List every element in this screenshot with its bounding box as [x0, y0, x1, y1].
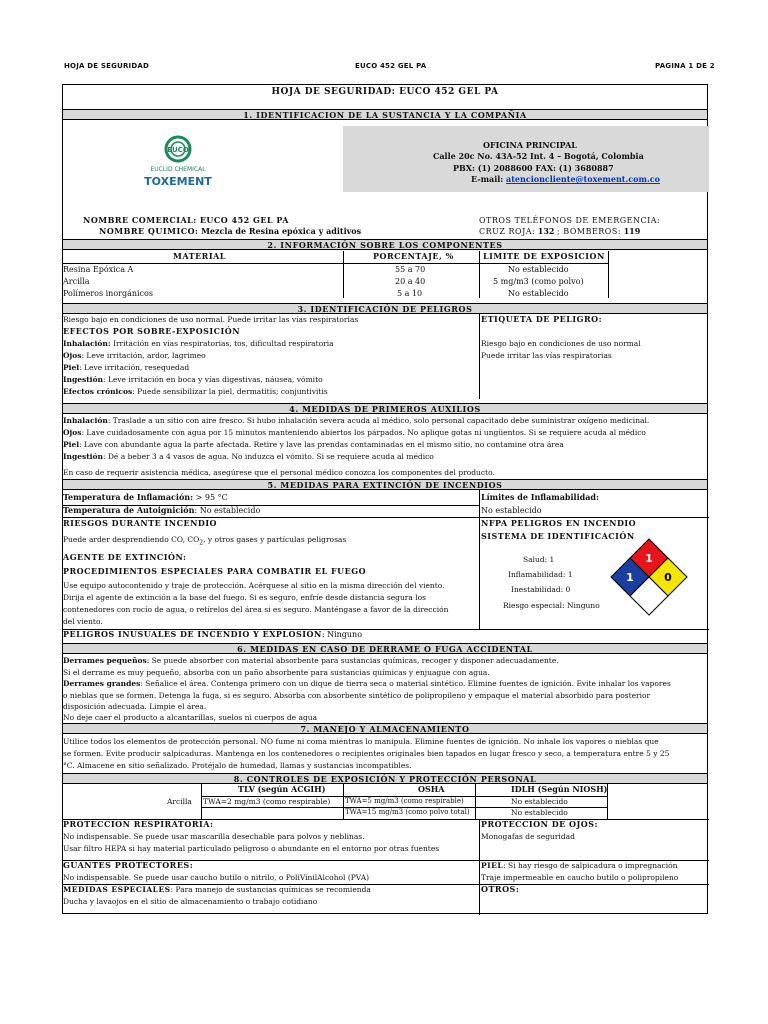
s3-eye-label: Ojos	[63, 351, 82, 360]
procedures-line-4: del viento.	[63, 617, 103, 626]
s6-line5: disposición adecuada. Limpie el área.	[63, 702, 207, 711]
logo-line-2: TOXEMENT	[144, 175, 212, 188]
s2-row2-percent: 20 a 40	[395, 277, 426, 286]
special-measures-label: MEDIDAS ESPECIALES	[63, 885, 171, 894]
s3-ing-label: Ingestión	[63, 375, 103, 384]
flash-point-label: Temperatura de Inflamación:	[63, 492, 194, 502]
resp-protection-1: No indispensable. Se puede usar mascarilla desechable para polvos y neblinas.	[63, 832, 365, 841]
s2-row1-material: Resina Epóxica A	[63, 265, 134, 274]
s2-row3-material: Polímeros inorgánicos	[63, 289, 153, 298]
large-spill-label: Derrames grandes	[63, 679, 141, 688]
special-measures-2: Ducha y lavaojos en el sitio de almacenamiento o trabajo cotidiano	[63, 897, 318, 906]
safety-sheet	[62, 84, 708, 914]
s2-row3-percent: 5 a 10	[397, 289, 423, 298]
s4-ing-label: Ingestión	[63, 452, 103, 461]
col-percent: PORCENTAJE, %	[373, 251, 454, 261]
s2-row2-material: Arcilla	[63, 277, 90, 286]
col-tlv: TLV (según ACGIH)	[238, 784, 326, 794]
s3-skin-label: Piel	[63, 363, 80, 372]
s3-inh-label: Inhalación:	[63, 339, 111, 348]
bomberos-number: 119	[623, 226, 641, 236]
s4-note: En caso de requerir asistencia médica, asegúrese que el personal médico conozca los componentes del producto.	[63, 468, 495, 477]
special-measures: : Para manejo de sustancias químicas se recomienda	[170, 885, 371, 894]
s4-inh-label: Inhalación	[63, 416, 108, 425]
col-material: MATERIAL	[173, 251, 226, 261]
gloves: No indispensable. Se puede usar caucho butilo o nitrilo, o PoliVinilAlcohol (PVA)	[63, 873, 370, 882]
autoignition: : No establecido	[194, 506, 261, 515]
section-1-title: 1. IDENTIFICACION DE LA SUSTANCIA Y LA COMPAÑIA	[63, 109, 707, 120]
eye-protection: Monogafas de seguridad	[481, 832, 575, 841]
office-phones: PBX: (1) 2088600 FAX: (1) 3680887	[453, 163, 614, 173]
others-label: OTROS:	[481, 884, 520, 894]
procedures-line-2: Dirija el agente de extinción a la base del fuego. Si es seguro, enfríe desde distancia segura los	[63, 593, 426, 602]
eye-protection-title: PROTECCION DE OJOS:	[481, 819, 598, 829]
nfpa-diamond-icon	[610, 538, 688, 616]
hazard-label-2: Puede irritar las vías respiratorias	[481, 351, 612, 360]
s3-effects-title: EFECTOS POR SOBRE-EXPOSICIÓN	[63, 326, 241, 336]
s2-row2-limit: 5 mg/m3 (como polvo)	[493, 277, 584, 286]
s4-skin-label: Piel	[63, 440, 80, 449]
s6-line2: Si el derrame es muy pequeño, absorba con un paño absorbente para sustancias químicas y enjuague con agua.	[63, 668, 490, 677]
small-spill-label: Derrames pequeños	[63, 656, 147, 665]
section-8-title: 8. CONTROLES DE EXPOSICIÓN Y PROTECCIÓN PERSONAL	[63, 773, 707, 784]
section-4-title: 4. MEDIDAS DE PRIMEROS AUXILIOS	[63, 403, 707, 414]
s8-row1-material: Arcilla	[167, 797, 192, 806]
col-osha: OSHA	[418, 784, 445, 794]
skin-protection-2: Traje impermeable en caucho butilo o polipropileno	[481, 873, 679, 882]
small-spill: : Se puede absorber con material absorbente para sustancias químicas, recoger y disponer adecuadamente.	[146, 656, 559, 665]
nfpa-flammability: Inflamabilidad: 1	[508, 570, 573, 579]
s8-row2-idlh: No establecido	[511, 808, 568, 817]
col-limit: LIMITE DE EXPOSICION	[483, 251, 605, 261]
header-right: PAGINA 1 DE 2	[655, 62, 715, 70]
section-5-title: 5. MEDIDAS PARA EXTINCIÓN DE INCENDIOS	[63, 479, 707, 490]
logo-line-1: EUCLID CHEMICAL	[150, 166, 206, 173]
s3-ing: : Leve irritación en boca y vías digestivas, náusea, vómito	[102, 375, 323, 384]
large-spill: : Señalice el área. Contenga primero con un dique de tierra seca o material sintético. Elimine fuentes de ignición. Evite inhalar los vapores	[140, 679, 671, 688]
section-6-title: 6. MEDIDAS EN CASO DE DERRAME O FUGA ACCIDENTAL	[63, 643, 707, 654]
s4-skin: : Lave con abundante agua la parte afectada. Retire y lave las prendas contaminadas en el mismo sitio, no contamine otra área	[79, 440, 564, 449]
office-address: Calle 20c No. 43A-52 Int. 4 – Bogotá, Colombia	[433, 151, 644, 161]
office-title: OFICINA PRINCIPAL	[483, 140, 577, 150]
hazard-label-title: ETIQUETA DE PELIGRO:	[481, 314, 603, 324]
s8-row1-tlv: TWA=2 mg/m3 (como respirable)	[203, 797, 331, 806]
special-procedures-title: PROCEDIMIENTOS ESPECIALES PARA COMBATIR EL FUEGO	[63, 566, 367, 576]
nfpa-red-value: 1	[645, 552, 653, 565]
hazard-label-1: Riesgo bajo en condiciones de uso normal	[481, 339, 641, 348]
header-left: HOJA DE SEGURIDAD	[64, 62, 149, 70]
s8-row2-osha: TWA=15 mg/m3 (como polvo total)	[345, 808, 470, 816]
cruz-roja-label: CRUZ ROJA:	[479, 227, 536, 236]
chem-name: Mezcla de Resina epóxica y aditivos	[201, 226, 362, 236]
s8-row1-idlh: No establecido	[511, 797, 568, 806]
s3-chronic: : Puede sensibilizar la piel, dermatitis; conjuntivitis	[132, 387, 328, 396]
emergency-title: OTROS TELÉFONOS DE EMERGENCIA:	[479, 216, 661, 225]
logo-mark: EUCO	[167, 146, 189, 154]
nfpa-yellow-value: 0	[664, 571, 672, 584]
s3-chronic-label: Efectos crónicos	[63, 387, 133, 396]
s4-eye: : Lave cuidadosamente con agua por 15 minutos manteniendo abiertos los párpados. No aplique gotas ni ungüentos. Si se requiere acuda al médico	[81, 428, 646, 437]
s2-row3-limit: No establecido	[508, 289, 569, 298]
col-idlh: IDLH (Según NIOSH)	[511, 784, 608, 794]
s4-ing: : Dé a beber 3 a 4 vasos de agua. No induzca el vómito. Si se requiere acuda al médico	[102, 452, 434, 461]
trade-name: EUCO 452 GEL PA	[199, 215, 289, 225]
skin-protection-label: PIEL	[481, 861, 504, 870]
flammability-limits: No establecido	[481, 506, 542, 515]
cruz-roja-number: 132	[537, 226, 555, 236]
s3-inh: Irritación en vías respiratorias, tos, dificultad respiratoria	[110, 339, 334, 348]
nfpa-title-1: NFPA PELIGROS EN INCENDIO	[481, 518, 637, 528]
section-7-title: 7. MANEJO Y ALMACENAMIENTO	[63, 723, 707, 734]
s3-line1: Riesgo bajo en condiciones de uso normal. Puede irritar las vías respiratorias	[63, 315, 359, 324]
resp-protection-title: PROTECCION RESPIRATORIA:	[63, 819, 214, 829]
unusual-hazards: : Ninguno	[321, 630, 363, 639]
chem-name-label: NOMBRE QUIMICO:	[99, 226, 199, 236]
euclid-logo-icon	[123, 133, 233, 197]
s2-row1-percent: 55 a 70	[395, 265, 426, 274]
fire-risks-sub: 2	[199, 539, 204, 547]
flammability-limits-label: Límites de Inflamabilidad:	[481, 492, 599, 502]
fire-risks-a: Puede arder desprendiendo CO, CO	[63, 535, 200, 544]
s8-row1-osha: TWA=5 mg/m3 (como respirable)	[345, 797, 464, 805]
s6-line6: No deje caer el producto a alcantarillas, suelos ni cuerpos de agua	[63, 713, 318, 722]
nfpa-diamond	[610, 538, 688, 616]
nfpa-title-2: SISTEMA DE IDENTIFICACIÓN	[481, 531, 635, 541]
fire-risks-b: , y otros gases y partículas peligrosas	[203, 535, 347, 544]
unusual-hazards-label: PELIGROS INUSUALES DE INCENDIO Y EXPLOSIÓN	[63, 629, 322, 639]
s3-skin: : Leve irritación, resequedad	[79, 363, 190, 372]
skin-protection: : Si hay riesgo de salpicadura o impregnación	[503, 861, 678, 870]
bomberos-label: ; BOMBEROS:	[557, 227, 622, 236]
s6-line4: o nieblas que se formen. Detenga la fuga, si es seguro. Absorba con absorbente sintético de polipropileno y empaque el material absorbido para posterior	[63, 691, 651, 700]
section-3-title: 3. IDENTIFICACIÓN DE PELIGROS	[63, 303, 707, 314]
s4-eye-label: Ojos	[63, 428, 82, 437]
nfpa-blue-value: 1	[626, 571, 634, 584]
trade-name-label: NOMBRE COMERCIAL:	[83, 215, 197, 225]
s2-row1-limit: No establecido	[508, 265, 569, 274]
s7-line1: Utilice todos los elementos de protección personal. NO fume ni coma mientras lo manipula. Elimine fuentes de ignición. No inhale los vapores o nieblas que	[63, 737, 659, 746]
autoignition-label: Temperatura de Autoignición	[63, 505, 195, 515]
extinguishing-agent: AGENTE DE EXTINCIÓN:	[63, 552, 187, 562]
procedures-line-3: contenedores con rocío de agua, o retírelos del área si es seguro. Manténgase a favor de la dirección	[63, 605, 449, 614]
fire-risks-title: RIESGOS DURANTE INCENDIO	[63, 518, 218, 528]
header-center: EUCO 452 GEL PA	[355, 62, 427, 70]
s7-line2: se formen. Evite producir salpicaduras. Mantenga en los contenedores o recipientes originales bien tapados en lugar fresco y seco, a temperatura entre 5 y 25	[63, 749, 670, 758]
s4-inh: : Traslade a un sitio con aire fresco. Si hubo inhalación severa acuda al médico, solo personal capacitado debe suministrar oxígeno medicinal.	[107, 416, 650, 425]
section-2-title: 2. INFORMACIÓN SOBRE LOS COMPONENTES	[63, 239, 707, 250]
nfpa-instability: Inestabilidad: 0	[511, 585, 571, 594]
procedures-line-1: Use equipo autocontenido y traje de protección. Acérquese al sitio en la misma dirección del viento.	[63, 581, 445, 590]
nfpa-health: Salud: 1	[523, 555, 555, 564]
nfpa-special: Riesgo especial: Ninguno	[503, 601, 600, 610]
flash-point: > 95 °C	[193, 493, 228, 502]
document-title: HOJA DE SEGURIDAD: EUCO 452 GEL PA	[271, 87, 499, 97]
gloves-title: GUANTES PROTECTORES:	[63, 860, 194, 870]
s7-line3: °C. Almacene en sitio señalizado. Protéjalo de humedad, llamas y sustancias incompatibles.	[63, 761, 412, 770]
email-link[interactable]: atencioncliente@toxement.com.co	[506, 174, 660, 184]
resp-protection-2: Usar filtro HEPA si hay material particulado peligroso o abundante en el entorno por otras fuentes	[63, 844, 440, 853]
s3-eye: : Leve irritación, ardor, lagrimeo	[81, 351, 206, 360]
company-logo	[123, 133, 233, 193]
email-label: E-mail:	[471, 174, 504, 184]
